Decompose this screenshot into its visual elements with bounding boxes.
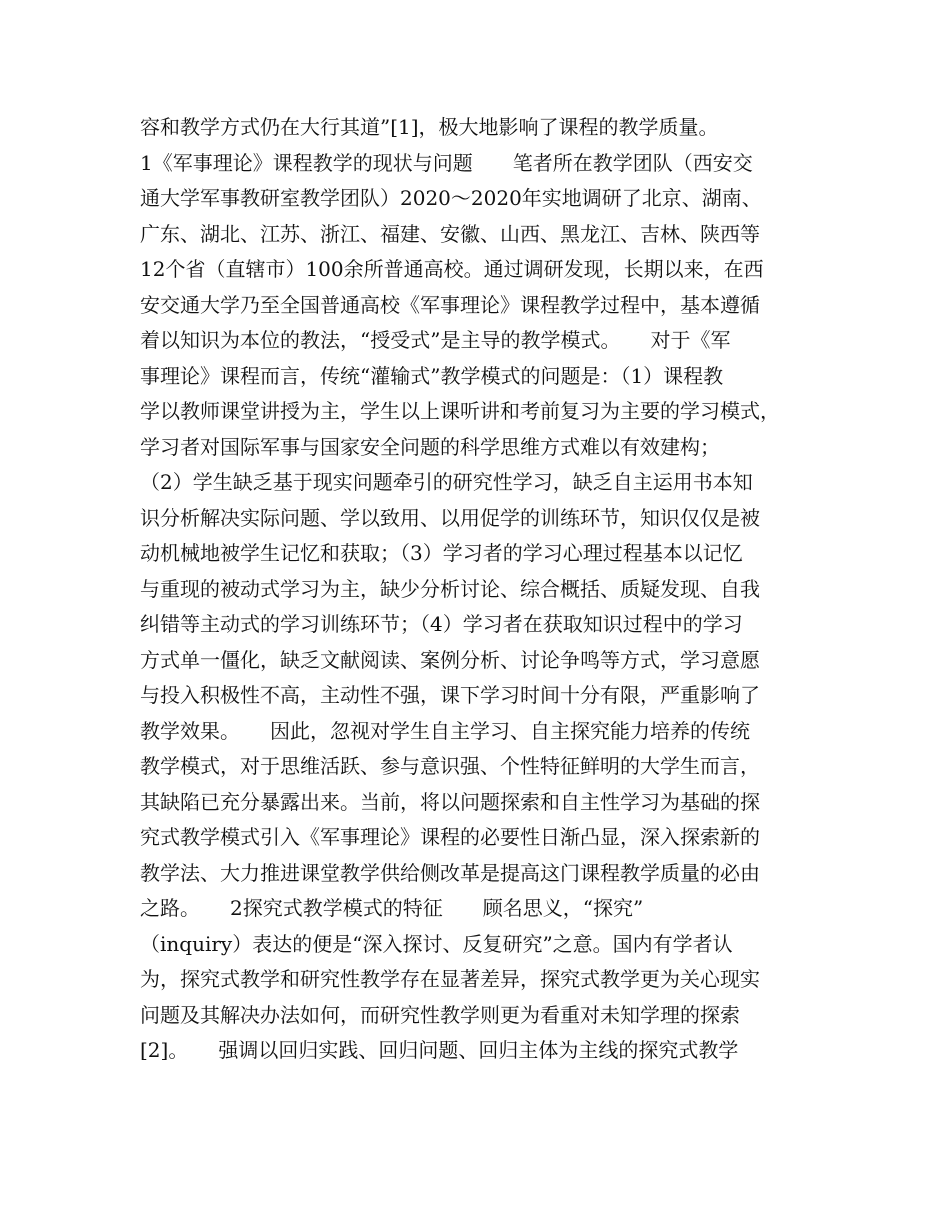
text-line: 1《军事理论》课程教学的现状与问题 笔者所在教学团队（西安交 <box>140 150 753 175</box>
text-line: 容和教学方式仍在大行其道”[1]，极大地影响了课程的教学质量。 <box>140 115 719 139</box>
text-line: 与投入积极性不高，主动性不强，课下学习时间十分有限，严重影响了 <box>140 683 760 707</box>
text-line: 之路。 2探究式教学模式的特征 顾名思义，“探究” <box>140 896 644 920</box>
text-line: 事理论》课程而言，传统“灌输式”教学模式的问题是：（1）课程教 <box>140 363 724 388</box>
text-line: 安交通大学乃至全国普通高校《军事理论》课程教学过程中，基本遵循 <box>140 292 760 317</box>
text-line: 问题及其解决办法如何，而研究性教学则更为看重对未知学理的探索 <box>140 1002 740 1027</box>
text-line: 着以知识为本位的教法，“授受式”是主导的教学模式。 对于《军 <box>140 328 731 352</box>
text-line: 学习者对国际军事与国家安全问题的科学思维方式难以有效建构； <box>140 434 720 459</box>
text-line: 教学法、大力推进课堂教学供给侧改革是提高这门课程教学质量的必由 <box>140 860 760 885</box>
text-line: 教学模式，对于思维活跃、参与意识强、个性特征鲜明的大学生而言， <box>140 754 760 778</box>
text-line: 动机械地被学生记忆和获取；（3）学习者的学习心理过程基本以记忆 <box>140 541 743 565</box>
text-line: [2]。 强调以回归实践、回归问题、回归主体为主线的探究式教学 <box>140 1038 739 1062</box>
text-line: 方式单一僵化，缺乏文献阅读、案例分析、讨论争鸣等方式，学习意愿 <box>140 647 760 672</box>
text-line: 究式教学模式引入《军事理论》课程的必要性日渐凸显，深入探索新的 <box>140 825 760 849</box>
text-line: 教学效果。 因此，忽视对学生自主学习、自主探究能力培养的传统 <box>140 718 750 743</box>
text-line: 广东、湖北、江苏、浙江、福建、安徽、山西、黑龙江、吉林、陕西等 <box>140 221 760 246</box>
text-line: 与重现的被动式学习为主，缺少分析讨论、综合概括、质疑发现、自我 <box>140 576 760 601</box>
text-line: 为，探究式教学和研究性教学存在显著差异，探究式教学更为关心现实 <box>140 967 760 991</box>
body-text <box>140 110 830 1069</box>
text-line: 12个省（直辖市）100余所普通高校。通过调研发现，长期以来，在西 <box>140 257 764 281</box>
text-line: 识分析解决实际问题、学以致用、以用促学的训练环节，知识仅仅是被 <box>140 505 760 530</box>
text-line: 纠错等主动式的学习训练环节；（4）学习者在获取知识过程中的学习 <box>140 612 743 636</box>
text-line: 其缺陷已充分暴露出来。当前，将以问题探索和自主性学习为基础的探 <box>140 789 760 814</box>
text-line: 通大学军事教研室教学团队）2020～2020年实地调研了北京、湖南、 <box>140 186 762 210</box>
text-line: 学以教师课堂讲授为主，学生以上课听讲和考前复习为主要的学习模式， <box>140 399 780 423</box>
text-line: （2）学生缺乏基于现实问题牵引的研究性学习，缺乏自主运用书本知 <box>140 470 753 494</box>
text-line: （inquiry）表达的便是“深入探讨、反复研究”之意。国内有学者认 <box>140 931 733 956</box>
